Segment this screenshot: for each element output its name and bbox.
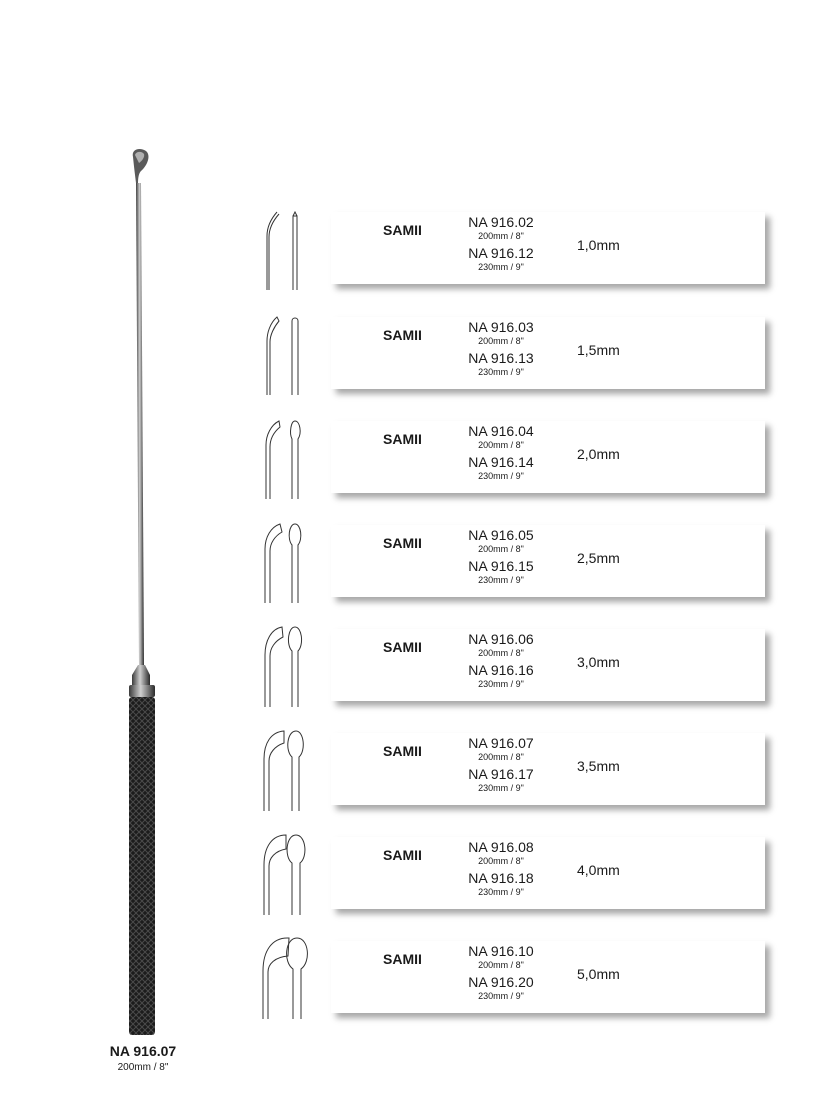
length-200: 200mm / 8" [478, 231, 524, 241]
product-card [331, 212, 765, 284]
tip-size: 2,0mm [577, 446, 620, 462]
tip-illustration [255, 935, 327, 1025]
product-row [255, 212, 775, 302]
tip-illustration [255, 311, 327, 401]
length-230: 230mm / 9" [478, 887, 524, 897]
length-200: 200mm / 8" [478, 752, 524, 762]
length-230: 230mm / 9" [478, 367, 524, 377]
length-230: 230mm / 9" [478, 262, 524, 272]
product-card [331, 525, 765, 597]
tip-illustration [255, 623, 327, 713]
product-card [331, 837, 765, 909]
tip-size: 3,0mm [577, 654, 620, 670]
length-230: 230mm / 9" [478, 991, 524, 1001]
length-200: 200mm / 8" [478, 856, 524, 866]
code-230: NA 916.13 [468, 350, 534, 366]
length-200: 200mm / 8" [478, 336, 524, 346]
brand-label: SAMII [383, 535, 422, 551]
code-200: NA 916.07 [468, 735, 534, 751]
product-card [331, 421, 765, 493]
tip-size: 4,0mm [577, 862, 620, 878]
code-230: NA 916.17 [468, 766, 534, 782]
product-card [331, 317, 765, 389]
length-200: 200mm / 8" [478, 648, 524, 658]
tip-size: 5,0mm [577, 966, 620, 982]
product-row [255, 733, 775, 823]
code-230: NA 916.18 [468, 870, 534, 886]
code-230: NA 916.16 [468, 662, 534, 678]
product-row [255, 525, 775, 615]
length-200: 200mm / 8" [478, 960, 524, 970]
code-200: NA 916.02 [468, 214, 534, 230]
product-row [255, 837, 775, 927]
product-row [255, 317, 775, 407]
instrument-illustration [100, 145, 190, 1040]
length-200: 200mm / 8" [478, 544, 524, 554]
code-230: NA 916.15 [468, 558, 534, 574]
length-230: 230mm / 9" [478, 575, 524, 585]
tip-size: 1,5mm [577, 342, 620, 358]
length-230: 230mm / 9" [478, 679, 524, 689]
product-row [255, 941, 775, 1031]
tip-size: 2,5mm [577, 550, 620, 566]
brand-label: SAMII [383, 327, 422, 343]
product-card [331, 629, 765, 701]
product-card [331, 733, 765, 805]
brand-label: SAMII [383, 743, 422, 759]
length-200: 200mm / 8" [478, 440, 524, 450]
code-200: NA 916.03 [468, 319, 534, 335]
tip-illustration [255, 206, 327, 296]
code-200: NA 916.04 [468, 423, 534, 439]
code-200: NA 916.05 [468, 527, 534, 543]
main-instrument-length: 200mm / 8" [117, 1062, 169, 1073]
product-row [255, 421, 775, 511]
product-card [331, 941, 765, 1013]
tip-illustration [255, 415, 327, 505]
code-200: NA 916.06 [468, 631, 534, 647]
brand-label: SAMII [383, 431, 422, 447]
code-230: NA 916.14 [468, 454, 534, 470]
length-230: 230mm / 9" [478, 471, 524, 481]
brand-label: SAMII [383, 222, 422, 238]
code-230: NA 916.12 [468, 245, 534, 261]
tip-size: 3,5mm [577, 758, 620, 774]
tip-size: 1,0mm [577, 237, 620, 253]
brand-label: SAMII [383, 951, 422, 967]
tip-illustration [255, 519, 327, 609]
main-instrument-code: NA 916.07 [109, 1043, 177, 1059]
code-200: NA 916.08 [468, 839, 534, 855]
brand-label: SAMII [383, 639, 422, 655]
product-row [255, 629, 775, 719]
length-230: 230mm / 9" [478, 783, 524, 793]
tip-illustration [255, 727, 327, 817]
tip-illustration [255, 831, 327, 921]
code-200: NA 916.10 [468, 943, 534, 959]
code-230: NA 916.20 [468, 974, 534, 990]
brand-label: SAMII [383, 847, 422, 863]
